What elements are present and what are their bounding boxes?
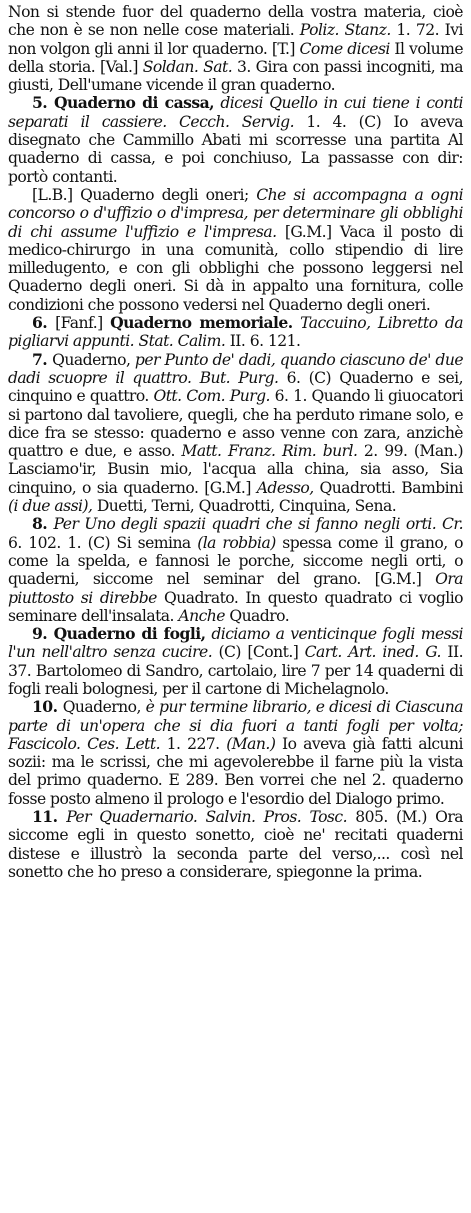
bold-text: 6.: [32, 313, 56, 333]
italic-text: Per Quadernario. Salvin. Pros. Tosc.: [66, 808, 347, 827]
sense-10: [8, 698, 463, 808]
italic-text: Per Uno degli spazii quadri che si fanno negli orti. Cr.: [53, 515, 463, 534]
text: Il volume della storia. [Val.]: [8, 39, 463, 76]
text: spessa come il grano, o come la spelda, e fannosi le porche, siccome negli orti, o quaderni, siccome nel seminar del grano. [G.M.]: [8, 533, 463, 589]
italic-text: (Man.): [226, 734, 276, 753]
text: 6. 102. 1. (C) Si semina: [8, 533, 198, 552]
sense-5-lb: [8, 186, 463, 314]
text: 6. 1. Quando li giuocatori si partono dal tavoliere, quegli, che ha perduto rimane solo, e dice fra se stesso: quaderno e asso venne con zara, anzichè quattro e due, e asso.: [8, 387, 464, 461]
italic-text: Ora piuttosto si direbbe: [8, 570, 463, 607]
sense-5: [8, 94, 463, 185]
italic-text: Adesso,: [256, 478, 314, 497]
text: II. 37. Bartolomeo di Sandro, cartolaio, lire 7 per 14 quaderni di fogli reali bolognesi, per il cartone di Michelagnolo.: [8, 643, 463, 698]
italic-text: dicesi Quello in cui tiene i conti separati il cassiere. Cecch. Servig.: [8, 94, 463, 131]
text: Non si stende fuor del quaderno della vostra materia, cioè che non è se non nelle cose materiali.: [8, 3, 463, 40]
italic-text: (la robbia): [197, 533, 276, 552]
text: 1. 4. (C) Io aveva disegnato che Cammillo Abati mi scorresse una partita Al quaderno di cassa, e poi conchiuso, La passasse con dir: portò contanti.: [8, 112, 463, 186]
text: Quaderno,: [52, 350, 135, 369]
bold-text: Quaderno memoriale.: [110, 313, 293, 333]
text: 2. 99. (Man.) Lasciamo'ir, Busin mio, l'acqua alla china, sia asso, Sia cinquino, o sia quaderno. [G.M.]: [8, 442, 464, 497]
italic-text: Poliz. Stanz.: [299, 21, 391, 40]
italic-text: Ott. Com. Purg.: [153, 387, 270, 406]
bold-text: 9.: [32, 624, 54, 644]
text: 805. (M.) Ora siccome egli in questo sonetto, cioè ne' recitati quaderni distese e illustrò la seconda parte del verso,... così nel sonetto che ho preso a considerare, spiegonne la prima.: [8, 808, 463, 881]
text: Io aveva già fatti alcuni sozii: ma le scrissi, che mi agevolerebbe il farne più la vista del primo quaderno. E 289. Ben vorrei che nel 2. quaderno fosse posto almeno il prologo e l'esordio del Dialogo primo.: [8, 734, 463, 808]
bold-text: Quaderno di cassa,: [53, 93, 215, 113]
italic-text: Come dicesi: [299, 39, 390, 58]
text: Quaderno,: [62, 698, 146, 717]
italic-text: Cart. Art. ined. G.: [304, 643, 441, 662]
text: 1. 72. Ivi non volgon gli anni il lor quaderno. [T.]: [8, 21, 463, 58]
text: 3. Gira con passi incogniti, ma giusti, Dell'umane vicende il gran quaderno.: [8, 57, 463, 95]
italic-text: Taccuino, Libretto da pigliarvi appunti. Stat. Calim.: [8, 314, 464, 351]
text: 1. 227.: [160, 734, 227, 753]
text: Quadrotti. Bambini: [313, 478, 463, 497]
text: [L.B.] Quaderno degli oneri;: [32, 185, 257, 204]
sense-7: [8, 351, 463, 516]
bold-text: Quaderno di fogli,: [53, 624, 206, 644]
sense-8: [8, 515, 463, 625]
italic-text: diciamo a venticinque fogli messi l'un nell'altro senza cucire.: [8, 625, 463, 662]
italic-text: Anche: [178, 606, 225, 625]
italic-text: Soldan. Sat.: [142, 57, 233, 76]
sense-11: [8, 808, 463, 881]
text: Duetti, Terni, Quadrotti, Cinquina, Sena.: [92, 497, 397, 516]
text: [Fanf.]: [55, 314, 111, 333]
sense-6: [8, 314, 463, 351]
text: 6. (C) Quaderno e sei, cinquino e quattro.: [8, 368, 464, 406]
text: (C) [Cont.]: [212, 643, 305, 662]
text: Quadro.: [224, 606, 290, 625]
bold-text: 5.: [32, 93, 54, 113]
text: II. 6. 121.: [225, 332, 301, 351]
bold-text: 11.: [32, 807, 67, 827]
italic-text: Matt. Franz. Rim. burl.: [181, 442, 358, 461]
italic-text: per Punto de' dadi, quando ciascuno de' due dadi scuopre il quattro. But. Purg.: [8, 350, 464, 387]
italic-text: Che si accompagna a ogni concorso o d'uffizio o d'impresa, per determinare gli obblighi di chi assume l'uffizio e l'impresa.: [8, 185, 464, 241]
bold-text: 7.: [32, 349, 53, 369]
entry-continuation: [8, 3, 463, 94]
bold-text: 8.: [32, 514, 54, 534]
text: [G.M.] Vaca il posto di medico-chirurgo in una comunità, collo stipendio di lire milledugento, e con gli obblighi che possono leggersi nel Quaderno degli oneri. Si dà in appalto una fornitura, colle condizioni che possono vedersi nel Quaderno degli oneri.: [8, 222, 463, 314]
sense-9: [8, 625, 463, 698]
italic-text: è pur termine librario, e dicesi di Ciascuna parte di un'opera che si dia fuori a tanti fogli per volta; Fascicolo. Ces. Lett.: [8, 698, 463, 753]
bold-text: 10.: [32, 697, 63, 717]
italic-text: (i due assi),: [8, 497, 93, 516]
text: Quadrato. In questo quadrato ci voglio seminare dell'insalata.: [8, 588, 463, 625]
